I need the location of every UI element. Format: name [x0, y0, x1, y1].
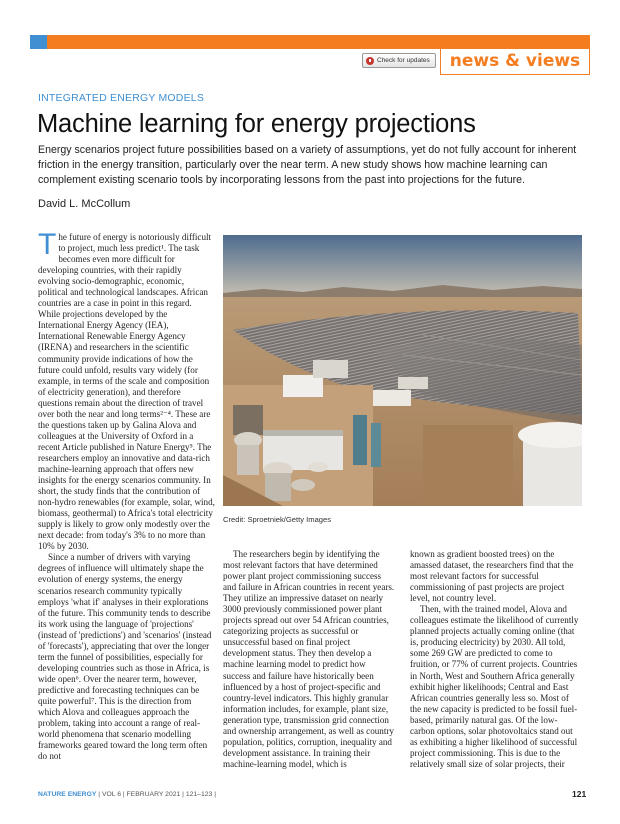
crossmark-icon: [366, 57, 374, 65]
header-bar-accent: [30, 35, 47, 49]
body-paragraph: The researchers begin by identifying the most relevant factors that have determined power plant project commissioning success and failure in African countries in recent years. They utilize an impressive dataset on nearly 3000 previously commissioned power plant projects spread out over 54 African countries, categorizing projects as successful or unsuccessful based on final project development status. They then develop a machine learning model to predict how success and failure have historically been influenced by a host of project-specific and country-level indicators. This highly granular information includes, for example, plant size, generation type, transmission grid connection and ownership arrangement, as well as country population, politics, corruption, inequality and development assistance. In training their machine-learning model, which is: [223, 549, 395, 769]
article-title: Machine learning for energy projections: [37, 110, 476, 138]
check-for-updates-button[interactable]: [362, 53, 436, 68]
solar-plant-photo: [223, 235, 582, 506]
body-column-3: [410, 549, 582, 777]
photo-credit: Credit: Sproetniek/Getty Images: [223, 515, 332, 524]
page-number: 121: [572, 789, 587, 799]
body-paragraph: known as gradient boosted trees) on the amassed dataset, the researchers find that the most relevant factors for successful commissioning of past projects are project level, not country level.: [410, 549, 574, 604]
section-label: news & views: [440, 49, 590, 75]
drop-cap: T: [38, 232, 57, 261]
photo-illustration: [223, 235, 582, 506]
check-for-updates-label: Check for updates: [377, 57, 430, 64]
issue-info: | VOL 6 | FEBRUARY 2021 | 121–123 |: [96, 791, 216, 798]
journal-name: NATURE ENERGY: [38, 791, 97, 798]
body-column-1: [38, 232, 215, 777]
body-paragraph: [38, 232, 215, 552]
page-footer: [38, 791, 216, 798]
article-kicker: INTEGRATED ENERGY MODELS: [38, 92, 205, 104]
body-paragraph: Then, with the trained model, Alova and colleagues estimate the likelihood of currently planned projects actually coming online (that is, producing electricity) by 2030. All told, some 269 GW are predicted to come to fruition, or 77% of current projects. Countries in North, West and Southern Africa generally exhibit higher likelihoods; Central and East African countries generally less so. Most of the new capacity is predicted to be fossil fuel-based, primarily natural gas. Of the low-carbon options, solar photovoltaics stand out as exhibiting a higher likelihood of successful project commissioning. This is due to the relatively small size of solar projects, their: [410, 604, 579, 769]
body-paragraph: Since a number of drivers with varying degrees of influence will ultimately shape the evolution of energy systems, the energy scenarios research community typically employs 'what if' analyses in their explorations of the future. This community tends to describe its work using the language of 'projections' (instead of 'predictions') and 'scenarios' (instead of 'forecasts'), appreciating that over the longer term the funnel of possibilities, especially for developing countries such as those in Africa, is wide open⁶. Over the nearer term, however, predictive and forecasting techniques can be quite powerful⁷. This is the direction from which Alova and colleagues approach the problem, taking into account a range of real-world phenomena that scenario modelling frameworks geared toward the long term often do not: [38, 552, 212, 762]
header-bar: [30, 35, 590, 49]
article-author: David L. McCollum: [38, 198, 131, 210]
paragraph-text: he future of energy is notoriously difficult to project, much less predict¹. The task becomes even more difficult for developing countries, with their rapidly evolving socio-demographic, economic, political and technological landscapes. African countries are a case in point in this regard. While projections developed by the International Energy Agency (IEA), International Renewable Energy Agency (IRENA) and researchers in the scientific community provide indications of how the future could unfold, results vary widely (for example, in terms of the scale and composition of electricity generation), and therefore questions remain about the direction of travel over both the near and long terms²⁻⁴. These are the questions taken up by Galina Alova and colleagues at the University of Oxford in a recent Article published in Nature Energy⁵. The researchers employ an innovative and data-rich machine-learning approach that offers new insights for the energy scenarios community. In short, the study finds that the contribution of non-hydro renewables (for example, solar, wind, biomass, geothermal) to Africa's total electricity supply is likely to grow only modestly over the next decade: from today's 3% to no more than 10% by 2030.: [38, 232, 215, 552]
article-standfirst: Energy scenarios project future possibilities based on a variety of assumptions, yet do not fully account for inherent friction in the energy transition, particularly over the near term. A new study shows how machine learning can complement existing scenario tools by incorporating lessons from the past into projections for the future.: [38, 144, 577, 187]
body-column-2: [223, 549, 395, 777]
